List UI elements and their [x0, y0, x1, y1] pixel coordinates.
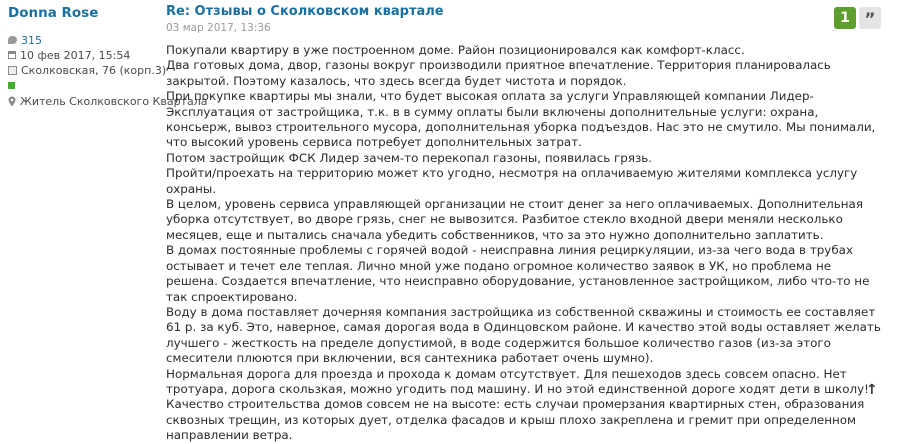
post-paragraph: При покупке квартиры мы знали, что будет высокая оплата за услуги Управляющей компании Лидер-Эксплуатация от застройщика, т.к. в в сумму оплаты были включены дополнительные услуги: охрана, консьерж, вывоз строительного мусора, дополнительная уборка подъездов. Нас это не смутило. Мы понимали, что высокий уровень сервиса потребует дополнительных затрат.	[166, 89, 876, 150]
post-date: 03 мар 2017, 13:36	[166, 22, 271, 34]
post-paragraph: В целом, уровень сервиса управляющей организации не стоит денег за него оплачиваемых. Дополнительная уборка отсутствует, во дворе грязь, снег не вывозится. Разбитое стекло входной двери меняли несколько месяцев, еще и пытались сначала убедить собственников, что за это нужно дополнительно заплатить.	[166, 197, 863, 242]
joined-date: 10 фев 2017, 15:54	[20, 48, 131, 62]
author-name[interactable]: Donna Rose	[8, 5, 99, 21]
house-icon	[8, 66, 17, 75]
post-paragraph: Два готовых дома, двор, газоны вокруг производили приятное впечатление. Территория планировалась закрытой. Поэтому казалось, что здесь всегда будет чистота и порядок.	[166, 58, 831, 88]
calendar-icon	[8, 51, 16, 59]
author-address: Сколковская, 76 (корп.3)	[21, 63, 167, 77]
author-location: Житель Сколковского Квартала	[20, 94, 208, 108]
author-sidebar	[0, 0, 208, 402]
reputation-row	[8, 78, 15, 92]
post-paragraph: Пройти/проехать на территорию может кто угодно, несмотря на оплачиваемую жителями комплекса услугу охраны.	[166, 166, 858, 196]
post-paragraph: В домах постоянные проблемы с горячей водой - неисправна линия рециркуляции, из-за чего вода в трубах остывает и течет еле теплая. Лично мной уже подано огромное количество заявок в УК, но проблема не решена. Создается впечатление, что неисправно оборудование, установленное застройщиком, либо что-то не так спроектировано.	[166, 243, 870, 304]
post-paragraph: Покупали квартиру в уже построенном доме. Район позиционировался как комфорт-класс.	[166, 43, 745, 57]
post-paragraph: Качество строительства домов совсем не на высоте: есть случаи промерзания квартирных стен, образования сквозных трещин, из которых дует, отделка фасадов и крыш плохо закреплена и гремит при определенном направлении ветра.	[166, 397, 865, 443]
posts-count-row	[8, 33, 42, 47]
address-row	[8, 63, 166, 77]
joined-row	[8, 48, 130, 62]
post	[162, 0, 900, 443]
location-pin-icon	[8, 96, 16, 107]
quote-button[interactable]: ”	[859, 7, 881, 29]
post-paragraph: Потом застройщик ФСК Лидер зачем-то перекопал газоны, появилась грязь.	[166, 150, 653, 165]
post-paragraph: Нормальная дорога для проезда и прохода к домам отсутствует. Для пешеходов здесь совсем опасно. Нет тротуара, дорога скользкая, можно угодить под машину. И но этой единственной дороге ходят дети в школу!	[166, 366, 869, 396]
reputation-icon	[8, 82, 15, 89]
post-title[interactable]: Re: Отзывы о Сколковском квартале	[166, 4, 444, 19]
post-paragraph: Воду в дома поставляет дочерняя компания застройщика из собственной скважины и стоимость ее составляет 61 р. за куб. Это, наверное, самая дорогая вода в Одинцовском районе. И качество этой воды оставляет желать лучшего - жесткость на пределе допустимой, в воде содержится большое количество газов (из-за этого смесители плюются при включении, вся сантехника работает очень шумно).	[166, 304, 881, 366]
post-body	[166, 43, 886, 444]
posts-count-link[interactable]: 315	[21, 33, 42, 47]
speech-bubble-icon	[8, 36, 17, 44]
rating-badge[interactable]: 1	[834, 7, 856, 29]
scroll-top-arrow-icon[interactable]: ↑	[866, 382, 878, 398]
